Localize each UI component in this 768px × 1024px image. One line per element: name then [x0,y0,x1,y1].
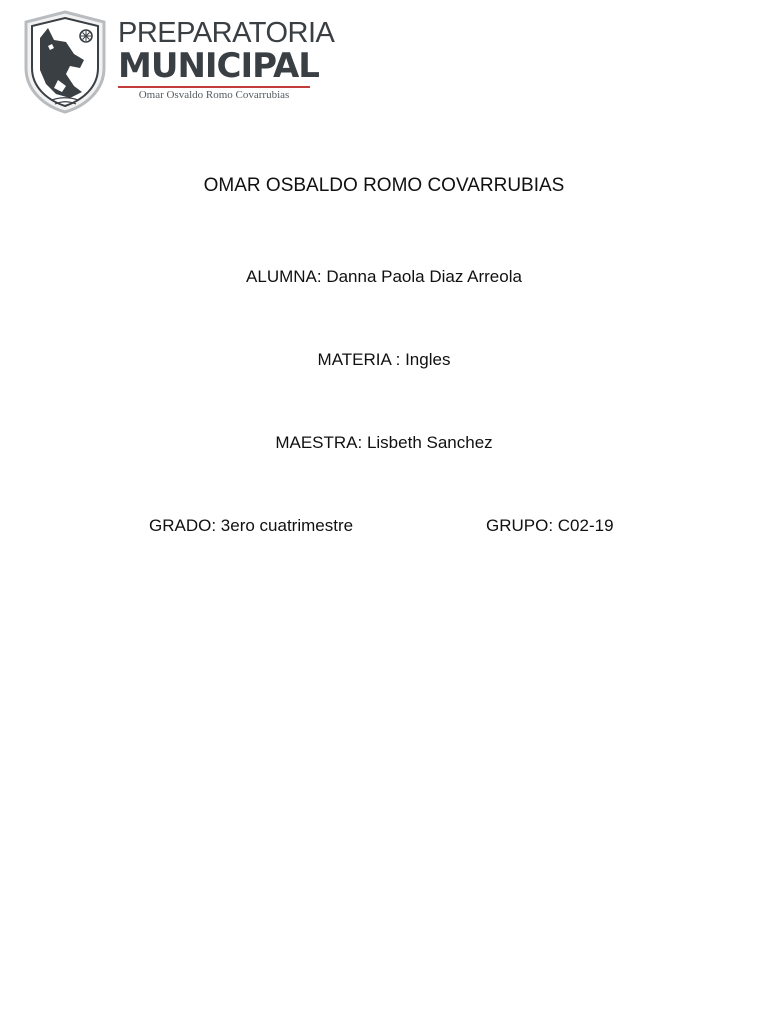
wolf-shield-icon [22,10,108,114]
logo-line-preparatoria: PREPARATORIA [118,17,335,49]
school-name: OMAR OSBALDO ROMO COVARRUBIAS [203,175,565,196]
logo-wordmark [118,17,335,102]
logo-line-founder: Omar Osvaldo Romo Covarrubias [138,89,290,101]
school-logo [22,10,335,114]
logo-line-municipal: MUNICIPAL [118,46,319,86]
group-line: GRUPO: C02-19 [486,516,614,535]
grade-line: GRADO: 3ero cuatrimestre [149,516,354,535]
subject-line: MATERIA : Ingles [317,350,451,369]
student-line: ALUMNA: Danna Paola Diaz Arreola [246,267,522,286]
teacher-line: MAESTRA: Lisbeth Sanchez [275,433,493,452]
